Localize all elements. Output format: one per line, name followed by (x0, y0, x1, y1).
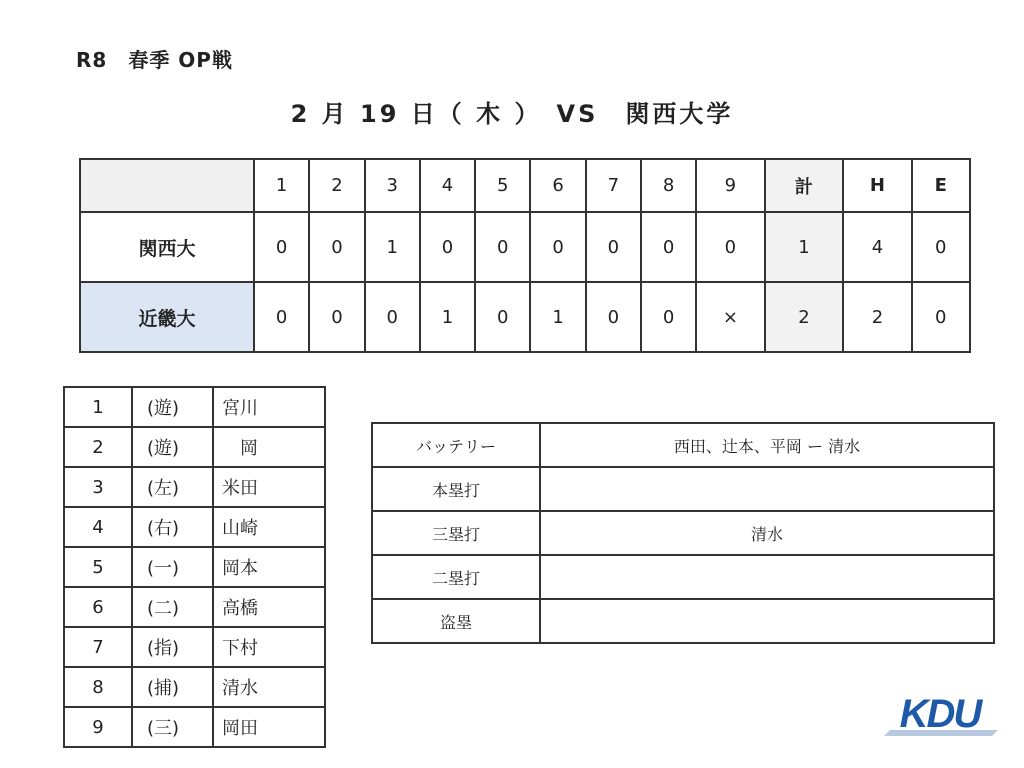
player-position: (遊) (132, 387, 213, 427)
event-value (540, 555, 994, 599)
lineup-row (64, 467, 325, 507)
player-name: 岡本 (213, 547, 325, 587)
inning-score: 0 (641, 212, 696, 282)
batting-order: 3 (64, 467, 132, 507)
inning-header: 9 (696, 159, 764, 212)
event-row-home-run (372, 467, 994, 511)
player-position: (遊) (132, 427, 213, 467)
inning-header: 2 (309, 159, 364, 212)
event-value (540, 467, 994, 511)
kdu-logo-text: KDU (899, 692, 981, 736)
player-name: 下村 (213, 627, 325, 667)
errors-count: 0 (912, 282, 970, 352)
hits-count: 4 (843, 212, 911, 282)
lineup-row (64, 667, 325, 707)
event-row-triple (372, 511, 994, 555)
inning-score: 0 (420, 212, 475, 282)
scoreboard-table (79, 158, 971, 353)
lineup-row (64, 587, 325, 627)
player-name: 清水 (213, 667, 325, 707)
player-name: 岡 (213, 427, 325, 467)
lineup-row (64, 547, 325, 587)
event-row-battery (372, 423, 994, 467)
inning-header: 3 (365, 159, 420, 212)
total-runs: 2 (765, 282, 844, 352)
hits-header: H (843, 159, 911, 212)
page-title: 2 月 19 日（ 木 ） VS 関西大学 (290, 100, 734, 128)
lineup-row (64, 427, 325, 467)
scoreboard-team-row-visitor (80, 212, 970, 282)
inning-score: 0 (696, 212, 764, 282)
batting-order: 8 (64, 667, 132, 707)
player-position: (二) (132, 587, 213, 627)
inning-score: × (696, 282, 764, 352)
player-position: (一) (132, 547, 213, 587)
lineup-row (64, 707, 325, 747)
player-name: 岡田 (213, 707, 325, 747)
inning-header: 4 (420, 159, 475, 212)
page-subtitle: R8 春季 OP戦 (76, 48, 233, 72)
errors-count: 0 (912, 212, 970, 282)
inning-score: 0 (641, 282, 696, 352)
total-runs: 1 (765, 212, 844, 282)
inning-score: 0 (475, 282, 530, 352)
lineup-table (63, 386, 326, 748)
scoreboard-header-row (80, 159, 970, 212)
event-row-stolen-base (372, 599, 994, 643)
batting-order: 5 (64, 547, 132, 587)
inning-score: 0 (254, 282, 309, 352)
player-name: 宮川 (213, 387, 325, 427)
event-label: 二塁打 (372, 555, 540, 599)
event-label: 盗塁 (372, 599, 540, 643)
scoreboard-corner-cell (80, 159, 254, 212)
inning-score: 0 (586, 212, 641, 282)
inning-header: 1 (254, 159, 309, 212)
event-value: 清水 (540, 511, 994, 555)
inning-score: 1 (365, 212, 420, 282)
player-position: (三) (132, 707, 213, 747)
player-name: 山崎 (213, 507, 325, 547)
batting-order: 2 (64, 427, 132, 467)
team-name: 近畿大 (80, 282, 254, 352)
errors-header: E (912, 159, 970, 212)
inning-header: 8 (641, 159, 696, 212)
inning-score: 0 (475, 212, 530, 282)
event-value: 西田、辻本、平岡 ー 清水 (540, 423, 994, 467)
scoreboard-team-row-home (80, 282, 970, 352)
player-name: 高橋 (213, 587, 325, 627)
inning-header: 7 (586, 159, 641, 212)
event-label: バッテリー (372, 423, 540, 467)
player-position: (左) (132, 467, 213, 507)
inning-score: 0 (586, 282, 641, 352)
event-label: 本塁打 (372, 467, 540, 511)
inning-header: 6 (530, 159, 585, 212)
team-name: 関西大 (80, 212, 254, 282)
inning-header: 5 (475, 159, 530, 212)
batting-order: 4 (64, 507, 132, 547)
inning-score: 0 (254, 212, 309, 282)
batting-order: 1 (64, 387, 132, 427)
event-label: 三塁打 (372, 511, 540, 555)
player-position: (捕) (132, 667, 213, 707)
game-events-table (371, 422, 995, 644)
total-header: 計 (765, 159, 844, 212)
player-name: 米田 (213, 467, 325, 507)
hits-count: 2 (843, 282, 911, 352)
batting-order: 7 (64, 627, 132, 667)
event-value (540, 599, 994, 643)
lineup-row (64, 507, 325, 547)
player-position: (指) (132, 627, 213, 667)
kdu-logo (880, 690, 1004, 736)
inning-score: 0 (309, 212, 364, 282)
event-row-double (372, 555, 994, 599)
batting-order: 6 (64, 587, 132, 627)
inning-score: 1 (530, 282, 585, 352)
batting-order: 9 (64, 707, 132, 747)
player-position: (右) (132, 507, 213, 547)
inning-score: 0 (309, 282, 364, 352)
lineup-row (64, 387, 325, 427)
inning-score: 1 (420, 282, 475, 352)
inning-score: 0 (365, 282, 420, 352)
inning-score: 0 (530, 212, 585, 282)
lineup-row (64, 627, 325, 667)
